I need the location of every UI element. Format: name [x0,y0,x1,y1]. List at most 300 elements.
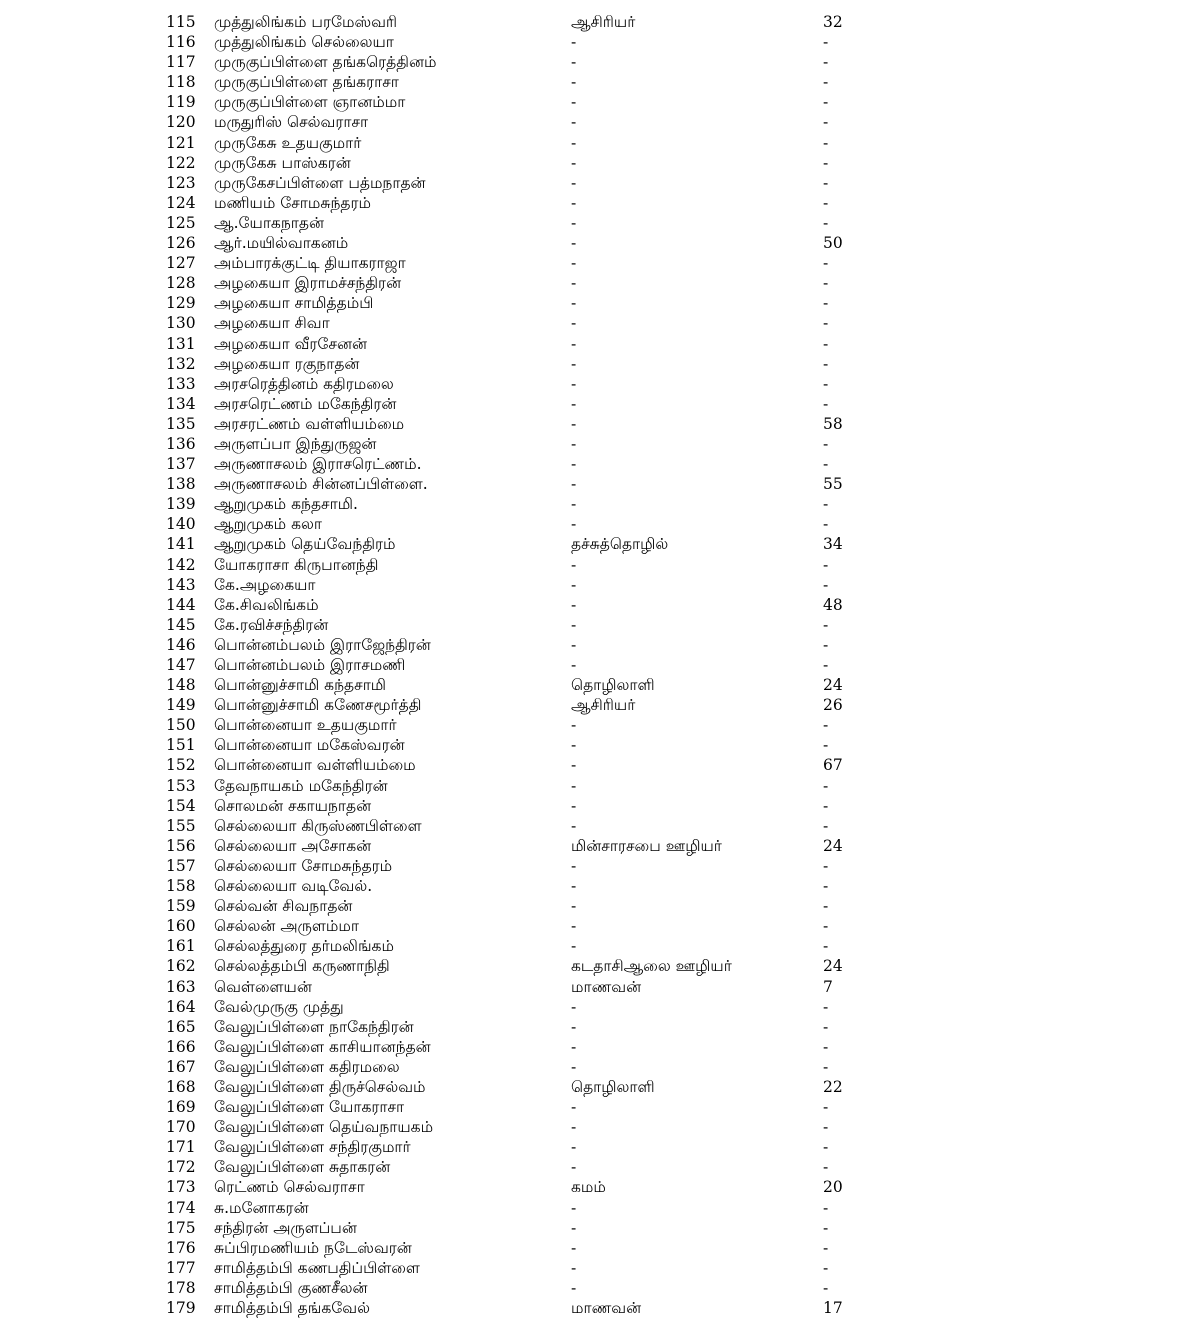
age: - [823,716,829,735]
person-name: முத்துலிங்கம் செல்லையா [214,33,394,52]
table-row [0,474,1190,494]
table-row [0,1017,1190,1037]
age: - [823,877,829,896]
age: - [823,1098,829,1117]
person-name: வேலுப்பிள்ளை தெய்வநாயகம் [214,1118,434,1137]
age: - [823,254,829,273]
table-row [0,1077,1190,1097]
person-name: முருகேசு உதயகுமார் [214,133,362,152]
person-name: சாமித்தம்பி தங்கவேல் [214,1299,370,1317]
age: - [823,294,829,313]
occupation: - [571,1198,577,1217]
person-name: அழகையா ரகுநாதன் [214,354,360,373]
table-row [0,112,1190,132]
person-name: சு.மனோகரன் [214,1198,309,1217]
person-name: ஆர்.மயில்வாகனம் [214,234,349,253]
person-name: செல்லத்தம்பி கருணாநிதி [214,957,390,976]
age: 58 [823,414,843,433]
row-number: 165 [166,1017,196,1036]
person-name: முருகேசப்பிள்ளை பத்மநாதன் [214,173,426,192]
age: - [823,515,829,534]
table-row [0,856,1190,876]
occupation: - [571,1138,577,1157]
row-number: 118 [166,73,196,92]
person-name: அருணாசலம் சின்னப்பிள்ளை. [214,475,428,494]
table-row [0,1057,1190,1077]
person-name: பொன்னையா வள்ளியம்மை [214,756,416,775]
person-name: செல்லன் அருளம்மா [214,917,359,936]
table-row [0,916,1190,936]
table-row [0,394,1190,414]
occupation: - [571,937,577,956]
age: - [823,776,829,795]
occupation: - [571,93,577,112]
occupation: மாணவன் [571,977,642,996]
row-number: 141 [166,535,196,554]
age: 48 [823,595,843,614]
table-row [0,153,1190,173]
age: - [823,656,829,674]
age: - [823,1238,829,1257]
occupation: - [571,776,577,795]
row-number: 139 [166,495,196,514]
row-number: 138 [166,475,196,494]
person-name: அரசரட்ணம் வள்ளியம்மை [214,414,405,433]
row-number: 122 [166,153,196,172]
table-row [0,1137,1190,1157]
table-row [0,936,1190,956]
row-number: 134 [166,394,196,413]
table-row [0,1177,1190,1197]
age: - [823,334,829,353]
person-name: ஆறுமுகம் கலா [214,515,322,534]
occupation: - [571,877,577,896]
table-row [0,273,1190,293]
occupation: - [571,33,577,52]
occupation: - [571,1158,577,1177]
age: - [823,354,829,373]
person-name: வேலுப்பிள்ளை சுதாகரன் [214,1158,391,1177]
person-name: சுப்பிரமணியம் நடேஸ்வரன் [214,1238,412,1257]
table-row [0,615,1190,635]
table-row [0,354,1190,374]
occupation: - [571,354,577,373]
row-number: 150 [166,716,196,735]
row-number: 137 [166,455,196,474]
person-name: கே.ரவிச்சந்திரன் [214,615,329,634]
row-number: 174 [166,1198,196,1217]
occupation: - [571,756,577,775]
person-name: வெள்ளையன் [214,977,312,996]
occupation: - [571,1238,577,1257]
age: - [823,1138,829,1157]
age: 50 [823,234,843,253]
occupation: - [571,234,577,253]
occupation: - [571,856,577,875]
table-row [0,213,1190,233]
table-row [0,1238,1190,1258]
table-row [0,313,1190,333]
row-number: 126 [166,234,196,253]
table-row [0,755,1190,775]
occupation: - [571,374,577,393]
age: - [823,495,829,514]
occupation: - [571,595,577,614]
person-name: அழகையா சிவா [214,314,330,333]
occupation: - [571,897,577,916]
person-name: பொன்னம்பலம் இராஜேந்திரன் [214,635,431,654]
age: - [823,897,829,916]
row-number: 175 [166,1218,196,1237]
age: 24 [823,676,843,695]
table-row [0,534,1190,554]
occupation: ஆசிரியர் [571,696,636,715]
occupation: மின்சாரசபை ஊழியர் [571,836,722,855]
age: - [823,374,829,393]
age: - [823,213,829,232]
person-name: சாமித்தம்பி கணபதிப்பிள்ளை [214,1258,420,1277]
occupation: - [571,153,577,172]
row-number: 154 [166,796,196,815]
occupation: - [571,173,577,192]
table-row [0,655,1190,675]
person-name: வேலுப்பிள்ளை நாகேந்திரன் [214,1017,414,1036]
age: - [823,1258,829,1277]
age: - [823,394,829,413]
table-row [0,1218,1190,1238]
row-number: 129 [166,294,196,313]
occupation: - [571,133,577,152]
occupation: - [571,394,577,413]
table-row [0,896,1190,916]
person-name: அழகையா சாமித்தம்பி [214,294,374,313]
table-row [0,816,1190,836]
occupation: - [571,796,577,815]
row-number: 167 [166,1057,196,1076]
row-number: 127 [166,254,196,273]
row-number: 125 [166,213,196,232]
age: - [823,1158,829,1177]
age: - [823,997,829,1016]
occupation: - [571,294,577,313]
age: 26 [823,696,843,715]
table-row [0,173,1190,193]
row-number: 176 [166,1238,196,1257]
person-name: செல்லையா அசோகன் [214,836,372,855]
occupation: - [571,434,577,453]
person-name: கே.அழகையா [214,575,316,594]
age: 17 [823,1299,843,1317]
table-row [0,494,1190,514]
occupation: தொழிலாளி [571,676,655,695]
age: - [823,33,829,52]
person-name: அரசரெட்ணம் மகேந்திரன் [214,394,397,413]
row-number: 156 [166,836,196,855]
age: - [823,173,829,192]
table-row [0,796,1190,816]
age: - [823,193,829,212]
occupation: - [571,515,577,534]
row-number: 131 [166,334,196,353]
person-name: ஆறுமுகம் கந்தசாமி. [214,495,358,514]
table-row [0,52,1190,72]
occupation: தொழிலாளி [571,1077,655,1096]
person-name: வேலுப்பிள்ளை சந்திரகுமார் [214,1138,411,1157]
row-number: 145 [166,615,196,634]
row-number: 136 [166,434,196,453]
age: - [823,455,829,474]
age: - [823,736,829,755]
occupation: - [571,475,577,494]
row-number: 178 [166,1278,196,1297]
age: - [823,73,829,92]
table-row [0,193,1190,213]
person-name: சொலமன் சகாயநாதன் [214,796,372,815]
row-number: 128 [166,274,196,293]
person-name: சாமித்தம்பி குணசீலன் [214,1278,368,1297]
row-number: 143 [166,575,196,594]
table-row [0,133,1190,153]
row-number: 168 [166,1077,196,1096]
person-name: முருகுப்பிள்ளை தங்கராசா [214,73,399,92]
age: - [823,635,829,654]
table-row [0,595,1190,615]
occupation: - [571,53,577,72]
table-row [0,1298,1190,1318]
person-name: அருளப்பா இந்துருஜன் [214,434,377,453]
row-number: 159 [166,897,196,916]
person-name: பொன்னையா உதயகுமார் [214,716,397,735]
occupation: கமம் [571,1178,606,1197]
table-row [0,635,1190,655]
person-name: மருதுரிஸ் செல்வராசா [214,113,369,132]
row-number: 173 [166,1178,196,1197]
table-row [0,695,1190,715]
occupation: - [571,1057,577,1076]
age: - [823,1118,829,1137]
row-number: 155 [166,816,196,835]
table-row [0,1157,1190,1177]
occupation: - [571,575,577,594]
row-number: 161 [166,937,196,956]
occupation: - [571,314,577,333]
age: 67 [823,756,843,775]
table-row [0,836,1190,856]
table-row [0,1258,1190,1278]
table-row [0,1198,1190,1218]
person-name: பொன்னுச்சாமி கந்தசாமி [214,676,387,695]
table-row [0,776,1190,796]
table-row [0,1278,1190,1298]
age: 20 [823,1178,843,1197]
occupation: - [571,816,577,835]
age: 32 [823,13,843,31]
person-name: வேலுப்பிள்ளை யோகராசா [214,1098,405,1117]
age: - [823,555,829,574]
row-number: 119 [166,93,196,112]
table-row [0,434,1190,454]
occupation: - [571,455,577,474]
row-number: 116 [166,33,196,52]
age: 24 [823,957,843,976]
occupation: - [571,1098,577,1117]
table-row [0,997,1190,1017]
age: - [823,153,829,172]
row-number: 123 [166,173,196,192]
age: - [823,1198,829,1217]
occupation: - [571,1258,577,1277]
age: - [823,434,829,453]
age: - [823,133,829,152]
occupation: - [571,997,577,1016]
person-name: முருகுப்பிள்ளை ஞானம்மா [214,93,406,112]
row-number: 179 [166,1299,196,1317]
occupation: - [571,1218,577,1237]
row-number: 151 [166,736,196,755]
row-number: 132 [166,354,196,373]
person-name: சந்திரன் அருளப்பன் [214,1218,357,1237]
table-row [0,334,1190,354]
occupation: - [571,414,577,433]
age: - [823,796,829,815]
row-number: 147 [166,656,196,674]
row-number: 120 [166,113,196,132]
age: - [823,937,829,956]
row-number: 124 [166,193,196,212]
age: 24 [823,836,843,855]
person-name: கே.சிவலிங்கம் [214,595,319,614]
table-row [0,675,1190,695]
occupation: கடதாசிஆலை ஊழியர் [571,957,732,976]
person-name: முத்துலிங்கம் பரமேஸ்வரி [214,13,398,31]
row-number: 149 [166,696,196,715]
age: 34 [823,535,843,554]
table-row [0,12,1190,32]
person-name: ஆ.யோகநாதன் [214,213,325,232]
table-row [0,233,1190,253]
row-number: 152 [166,756,196,775]
person-name: யோகராசா கிருபானந்தி [214,555,379,574]
occupation: - [571,1037,577,1056]
occupation: தச்சுத்தொழில் [571,535,669,554]
occupation: - [571,656,577,674]
age: - [823,917,829,936]
person-name: ஆறுமுகம் தெய்வேந்திரம் [214,535,396,554]
occupation: - [571,716,577,735]
table-row [0,253,1190,273]
table-row [0,374,1190,394]
table-row [0,454,1190,474]
row-number: 163 [166,977,196,996]
occupation: - [571,274,577,293]
table-row [0,1097,1190,1117]
age: 55 [823,475,843,494]
person-name: செல்லையா வடிவேல். [214,877,373,896]
age: 7 [823,977,833,996]
row-number: 158 [166,877,196,896]
age: - [823,575,829,594]
row-number: 144 [166,595,196,614]
occupation: ஆசிரியர் [571,13,636,31]
row-number: 160 [166,917,196,936]
victims-list [0,12,1190,1318]
occupation: மாணவன் [571,1299,642,1317]
table-row [0,956,1190,976]
person-name: பொன்னையா மகேஸ்வரன் [214,736,405,755]
occupation: - [571,73,577,92]
occupation: - [571,1017,577,1036]
table-row [0,414,1190,434]
age: - [823,1017,829,1036]
row-number: 172 [166,1158,196,1177]
table-row [0,735,1190,755]
age: - [823,1218,829,1237]
age: - [823,1037,829,1056]
person-name: செல்லத்துரை தர்மலிங்கம் [214,937,394,956]
row-number: 157 [166,856,196,875]
occupation: - [571,113,577,132]
row-number: 130 [166,314,196,333]
table-row [0,1037,1190,1057]
age: 22 [823,1077,843,1096]
occupation: - [571,213,577,232]
table-row [0,715,1190,735]
row-number: 117 [166,53,196,72]
person-name: தேவநாயகம் மகேந்திரன் [214,776,388,795]
table-row [0,72,1190,92]
row-number: 142 [166,555,196,574]
person-name: வேலுப்பிள்ளை காசியானந்தன் [214,1037,431,1056]
table-row [0,293,1190,313]
age: - [823,93,829,112]
row-number: 162 [166,957,196,976]
occupation: - [571,917,577,936]
person-name: பொன்னம்பலம் இராசமணி [214,656,406,674]
occupation: - [571,555,577,574]
row-number: 115 [166,13,196,31]
occupation: - [571,1118,577,1137]
occupation: - [571,736,577,755]
row-number: 164 [166,997,196,1016]
row-number: 121 [166,133,196,152]
row-number: 133 [166,374,196,393]
person-name: அம்பாரக்குட்டி தியாகராஜா [214,254,406,273]
occupation: - [571,495,577,514]
row-number: 171 [166,1138,196,1157]
age: - [823,615,829,634]
table-row [0,1117,1190,1137]
row-number: 140 [166,515,196,534]
table-row [0,575,1190,595]
age: - [823,1278,829,1297]
table-row [0,876,1190,896]
row-number: 153 [166,776,196,795]
row-number: 169 [166,1098,196,1117]
occupation: - [571,615,577,634]
row-number: 170 [166,1118,196,1137]
occupation: - [571,635,577,654]
person-name: அருணாசலம் இராசரெட்ணம். [214,455,422,474]
person-name: அரசரெத்தினம் கதிரமலை [214,374,394,393]
person-name: மணியம் சோமசுந்தரம் [214,193,372,212]
row-number: 135 [166,414,196,433]
occupation: - [571,1278,577,1297]
occupation: - [571,254,577,273]
age: - [823,314,829,333]
age: - [823,274,829,293]
occupation: - [571,334,577,353]
occupation: - [571,193,577,212]
